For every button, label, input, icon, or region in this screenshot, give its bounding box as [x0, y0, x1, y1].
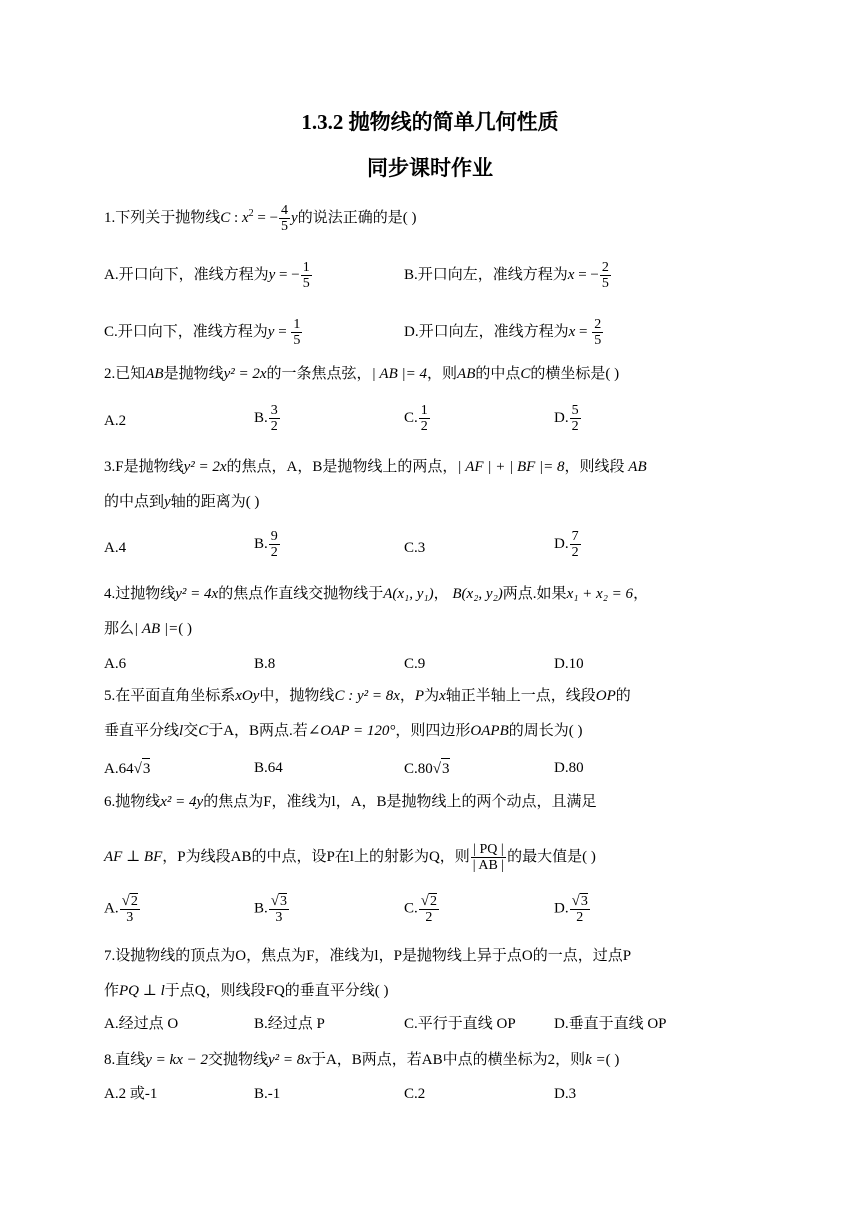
page-subtitle: 同步课时作业	[367, 156, 493, 180]
q7-option-c: C.平行于直线 OP	[404, 1016, 516, 1032]
q7-option-a: A.经过点 O	[104, 1016, 179, 1032]
q7-option-b: B.经过点 P	[254, 1016, 325, 1032]
q8-option-a: A.2 或-1	[104, 1086, 158, 1102]
question-6-stem-line2: AF ⊥ BF，P为线段AB的中点，设P在l上的射影为Q，则 $\frac{| PQ |}{| AB |}$ 的最大值是( )	[104, 842, 596, 873]
q6-option-c: C. $\frac{√2}{2}$	[404, 893, 437, 925]
q8-option-b: B.-1	[254, 1086, 281, 1102]
question-4-stem: 4.过抛物线y² = 4x的焦点作直线交抛物线于A(x₁, y₁)， B(x₂, y₂)两点.如果x₁ + x₂ = 6，	[104, 586, 649, 602]
q3-option-a: A.4	[104, 540, 127, 556]
q3-option-c: C.3	[404, 540, 426, 556]
q2-option-a: A.2	[104, 413, 127, 429]
question-5-stem-line2: 垂直平分线l交C于A，B两点.若∠OAP = 120°，则四边形OAPB的周长为( )	[104, 723, 583, 739]
question-3-stem-line2: 的中点到y轴的距离为( )	[104, 494, 260, 510]
q6-option-d: D. $\frac{√3}{2}$	[554, 893, 588, 925]
question-8-stem: 8.直线y = kx − 2交抛物线y² = 8x于A，B两点，若AB中点的横坐标为2，则k =( )	[104, 1052, 620, 1068]
q5-option-d: D.80	[554, 760, 584, 776]
q5-option-a: A.64√3	[104, 758, 150, 779]
question-5-stem: 5.在平面直角坐标系xOy中，抛物线C : y² = 8x，P为x轴正半轴上一点，线段OP的	[104, 688, 631, 704]
q1-option-d: D.开口向左，准线方程为x = $\frac{2}{5}$	[404, 317, 602, 348]
q8-option-d: D.3	[554, 1086, 577, 1102]
question-6-stem: 6.抛物线x² = 4y的焦点为F，准线为l，A，B是抛物线上的两个动点，且满足	[104, 794, 597, 810]
q2-option-b: B. $\frac{3}{2}$	[254, 403, 278, 434]
q3-option-b: B. $\frac{9}{2}$	[254, 529, 278, 560]
q5-option-c: C.80√3	[404, 758, 450, 779]
question-4-stem-line2: 那么| AB |=( )	[104, 621, 192, 637]
question-3-stem: 3.F是抛物线y² = 2x的焦点，A，B是抛物线上的两点，| AF | + | BF |= 8，则线段 AB	[104, 459, 647, 475]
q4-option-d: D.10	[554, 656, 584, 672]
q4-option-a: A.6	[104, 656, 127, 672]
q1-option-a: A.开口向下，准线方程为y = − $\frac{1}{5}$	[104, 260, 310, 291]
question-1-stem: 1.下列关于抛物线C : $x^2$ = − $\frac{4}{5}$ y的说法正确的是( )	[104, 203, 417, 234]
q2-option-c: C. $\frac{1}{2}$	[404, 403, 428, 434]
q7-option-d: D.垂直于直线 OP	[554, 1016, 667, 1032]
q1-option-b: B.开口向左，准线方程为x = − $\frac{2}{5}$	[404, 260, 609, 291]
q2-option-d: D. $\frac{5}{2}$	[554, 403, 579, 434]
q1-option-c: C.开口向下，准线方程为y = $\frac{1}{5}$	[104, 317, 301, 348]
q4-option-c: C.9	[404, 656, 426, 672]
q3-option-d: D. $\frac{7}{2}$	[554, 529, 579, 560]
question-7-stem-line2: 作PQ ⊥ l于点Q，则线段FQ的垂直平分线( )	[104, 983, 389, 999]
page-title: 1.3.2 抛物线的简单几何性质	[301, 110, 559, 134]
q4-option-b: B.8	[254, 656, 276, 672]
q6-option-b: B. $\frac{√3}{3}$	[254, 893, 287, 925]
question-7-stem: 7.设抛物线的顶点为O，焦点为F，准线为l，P是抛物线上异于点O的一点，过点P	[104, 948, 632, 964]
q6-option-a: A. $\frac{√2}{3}$	[104, 893, 138, 925]
question-2-stem: 2.已知AB是抛物线y² = 2x的一条焦点弦，| AB |= 4，则AB的中点C的横坐标是( )	[104, 366, 620, 382]
q8-option-c: C.2	[404, 1086, 426, 1102]
q5-option-b: B.64	[254, 760, 283, 776]
